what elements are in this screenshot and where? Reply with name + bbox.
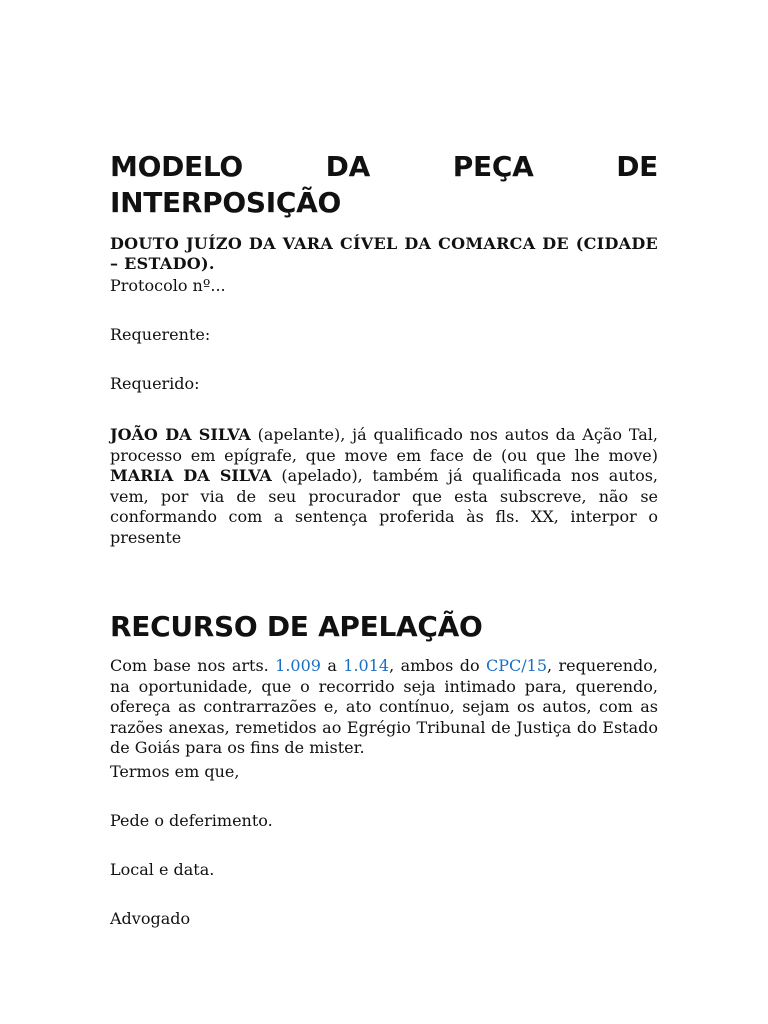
title-word: PEÇA: [452, 150, 534, 183]
article-link-1009[interactable]: 1.009: [275, 656, 321, 675]
body-paragraph: [110, 656, 658, 759]
article-link-1014[interactable]: 1.014: [343, 656, 390, 675]
title-word: MODELO: [110, 150, 243, 183]
termos-line: Termos em que,: [110, 762, 240, 781]
document-title-line1: [110, 147, 658, 187]
apelante-name: JOÃO DA SILVA: [110, 425, 251, 444]
local-data-line: Local e data.: [110, 860, 215, 879]
section-title: RECURSO DE APELAÇÃO: [110, 610, 483, 643]
pede-line: Pede o deferimento.: [110, 811, 273, 830]
body-text-1: Com base nos arts.: [110, 656, 276, 675]
advogado-line: Advogado: [110, 909, 191, 928]
body-text-4: , requerendo, na oportunidade, que o recorrido seja intimado para, querendo, ofereça as contrarrazões e, ato contínuo, sejam os autos, com as razões anexas, remetidos ao Egrégio Tribunal de Justiça do Estado de Goiás para os fins de mister.: [110, 656, 659, 757]
title-word: DA: [325, 150, 370, 183]
intro-text-2: (apelado), também já qualificada nos autos, vem, por via de seu procurador que esta subscreve, não se conformando com a sentença proferida às fls. XX, interpor o presente: [110, 466, 658, 547]
document-title-line2: INTERPOSIÇÃO: [110, 186, 341, 219]
addressee: DOUTO JUÍZO DA VARA CÍVEL DA COMARCA DE (CIDADE – ESTADO).: [110, 234, 658, 273]
requerente-label: Requerente:: [110, 325, 211, 344]
intro-paragraph: [110, 425, 658, 548]
apelado-name: MARIA DA SILVA: [110, 466, 272, 485]
body-text-3: , ambos do: [389, 656, 487, 675]
title-word: DE: [616, 150, 658, 183]
cpc-link[interactable]: CPC/15: [486, 656, 548, 675]
body-text-2: a: [320, 656, 344, 675]
intro-text-1: (apelante), já qualificado nos autos da Ação Tal, processo em epígrafe, que move em face de (ou que lhe move): [110, 425, 659, 465]
protocolo: Protocolo nº...: [110, 276, 226, 295]
requerido-label: Requerido:: [110, 374, 200, 393]
